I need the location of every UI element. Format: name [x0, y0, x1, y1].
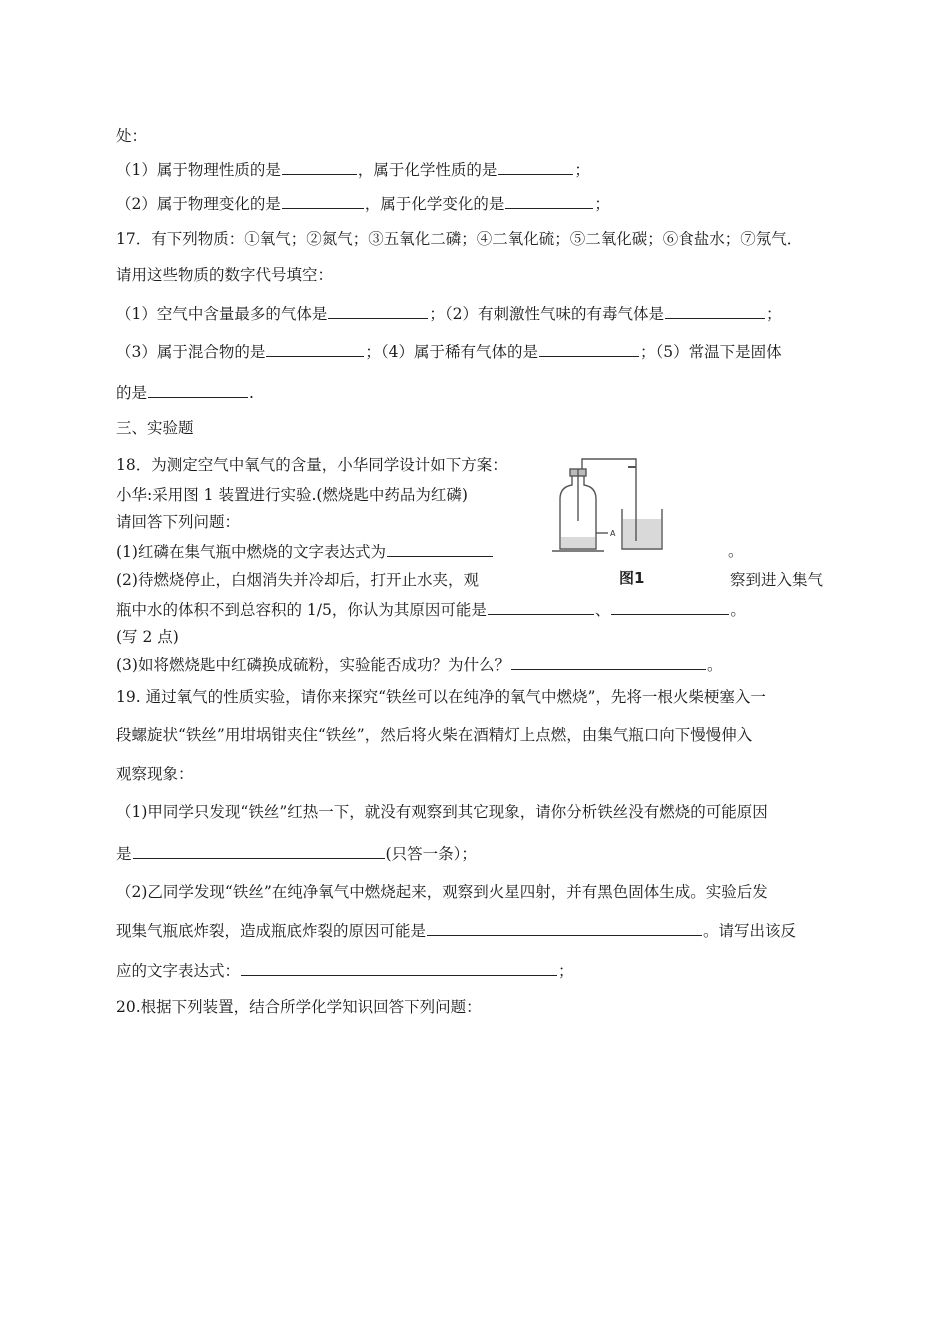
q18-note: (写 2 点) [116, 628, 179, 646]
q18-line-2: 请回答下列问题： [116, 513, 241, 531]
answer-blank[interactable] [282, 193, 364, 209]
answer-blank[interactable] [611, 599, 729, 615]
q18-part-2: (2)待燃烧停止，白烟消失并冷却后，打开止水夹，观 察到进入集气 [116, 571, 824, 589]
label-a: A [610, 529, 616, 538]
answer-blank[interactable] [511, 654, 706, 670]
answer-blank[interactable] [665, 303, 765, 319]
q18-part-3: (3)如将燃烧匙中红磷换成硫粉，实验能否成功？为什么？ 。 [116, 656, 723, 674]
answer-blank[interactable] [266, 341, 364, 357]
answer-blank[interactable] [488, 599, 594, 615]
answer-blank[interactable] [328, 303, 428, 319]
q18-stem: 18．为测定空气中氧气的含量，小华同学设计如下方案： [116, 456, 508, 474]
q19-stem-1: 19. 通过氧气的性质实验，请你来探究“铁丝可以在纯净的氧气中燃烧”，先将一根火柴梗塞入一 [116, 688, 766, 706]
beaker-water-shape [623, 519, 661, 548]
figure-caption: 图1 [619, 569, 645, 587]
q18-line-1: 小华:采用图 1 装置进行实验.(燃烧匙中药品为红磷) [116, 486, 468, 504]
q19-stem-3: 观察现象： [116, 765, 194, 783]
q17-stem: 17．有下列物质：①氧气；②氮气；③五氧化二磷；④二氧化硫；⑤二氧化碳；⑥食盐水；⑦氖气． [116, 230, 803, 248]
answer-blank[interactable] [148, 382, 248, 398]
answer-blank[interactable] [427, 920, 702, 936]
answer-blank[interactable] [505, 193, 593, 209]
q16-item-2: （2）属于物理变化的是 ，属于化学变化的是 ； [116, 195, 610, 213]
connecting-tube-shape [582, 459, 636, 495]
bottle-water-shape [561, 537, 595, 548]
section-heading: 三、实验题 [116, 419, 194, 437]
q17-line-1: （1）空气中含量最多的气体是 ；（2）有刺激性气味的有毒气体是 ； [116, 305, 782, 323]
q17-line-3: 的是 . [116, 384, 254, 402]
answer-blank[interactable] [133, 843, 385, 859]
q18-part-1: (1)红磷在集气瓶中燃烧的文字表达式为 。 [116, 542, 744, 561]
line-1: 处： [116, 127, 148, 145]
q19-part-1: （1)甲同学只发现“铁丝”红热一下，就没有观察到其它现象，请你分析铁丝没有燃烧的可能原因 [116, 803, 768, 821]
q17-instruction: 请用这些物质的数字代号填空： [116, 266, 334, 284]
q18-part-2-cont: 瓶中水的体积不到总容积的 1/5，你认为其原因可能是 、 。 [116, 601, 746, 619]
answer-blank[interactable] [241, 960, 557, 976]
q17-line-2: （3）属于混合物的是 ；（4）属于稀有气体的是 ；（5）常温下是固体 [116, 343, 782, 361]
q19-part-2: （2)乙同学发现“铁丝”在纯净氧气中燃烧起来，观察到火星四射，并有黑色固体生成。实验后发 [116, 883, 768, 901]
answer-blank[interactable] [387, 541, 493, 557]
answer-blank[interactable] [498, 159, 573, 175]
q19-stem-2: 段螺旋状“铁丝”用坩埚钳夹住“铁丝”，然后将火柴在酒精灯上点燃，由集气瓶口向下慢慢伸入 [116, 726, 753, 744]
q16-item-1: （1）属于物理性质的是 ，属于化学性质的是 ； [116, 161, 590, 179]
answer-blank[interactable] [282, 159, 357, 175]
q19-part-2-cont: 现集气瓶底炸裂，造成瓶底炸裂的原因可能是 。请写出该反 [116, 922, 797, 940]
q19-part-2-reaction: 应的文字表达式： ； [116, 962, 574, 980]
answer-blank[interactable] [539, 341, 639, 357]
q19-part-1-cont: 是 (只答一条）； [116, 845, 477, 863]
q20-stem: 20.根据下列装置，结合所学化学知识回答下列问题： [116, 998, 482, 1016]
